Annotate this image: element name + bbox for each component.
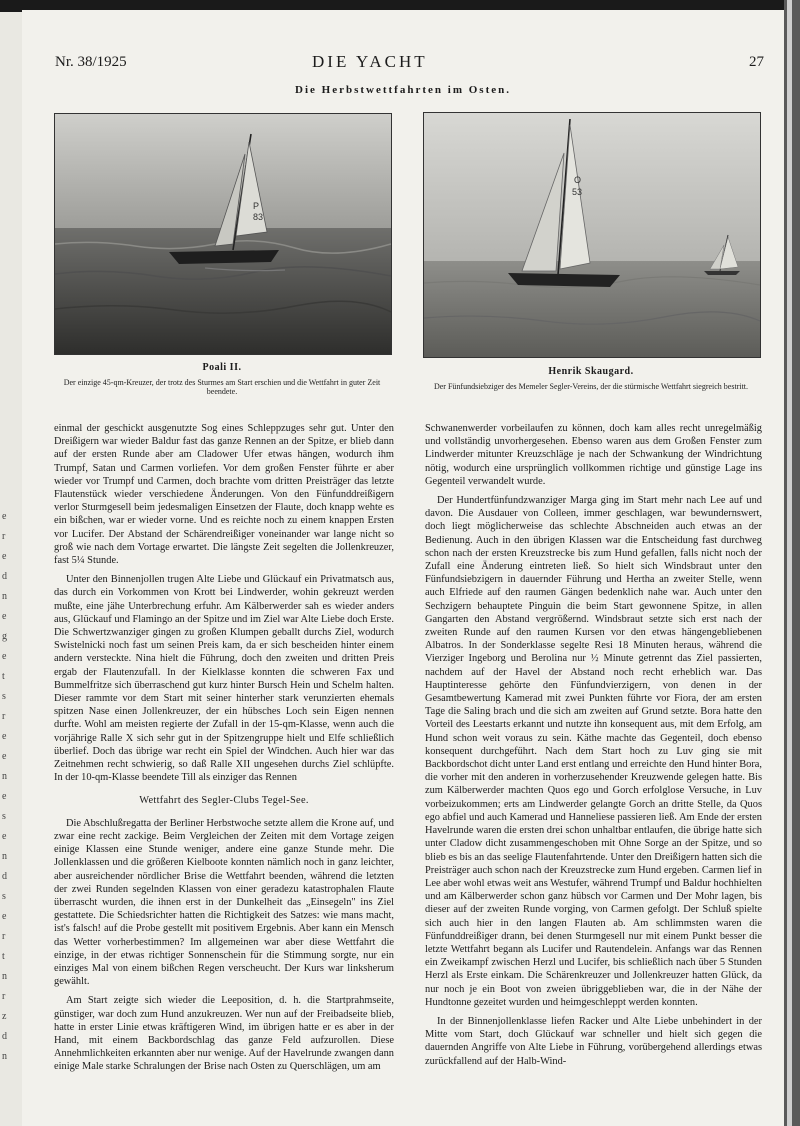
previous-page-fragment: s	[2, 811, 6, 822]
previous-page-fragment: n	[2, 851, 7, 862]
previous-page-fragment: n	[2, 1051, 7, 1062]
previous-page-fragment: n	[2, 771, 7, 782]
svg-text:O: O	[574, 175, 582, 185]
magazine-title: DIE YACHT	[312, 52, 428, 71]
photo-left-caption: Der einzige 45-qm-Kreuzer, der trotz des Sturmes am Start erschien und die Wettfahrt in guter Zeit beendete.	[63, 378, 381, 396]
previous-page-fragment: d	[2, 1031, 7, 1042]
page-number: 27	[749, 54, 764, 70]
svg-text:P: P	[253, 201, 260, 211]
previous-page-fragment: t	[2, 671, 5, 682]
previous-page-fragment: n	[2, 971, 7, 982]
sailboat-photo-right	[424, 113, 760, 357]
photo-henrik-skaugard	[423, 112, 761, 358]
previous-page-fragment: r	[2, 711, 6, 722]
svg-text:53: 53	[572, 187, 583, 197]
previous-page-fragment: s	[2, 691, 6, 702]
photo-poali-ii	[54, 113, 392, 355]
photo-right-caption: Der Fünfundsiebziger des Memeler Segler-Vereins, der die stürmische Wettfahrt siegreich bestritt.	[433, 382, 749, 391]
paragraph: Am Start zeigte sich wieder die Leeposition, d. h. die Startprahmseite, günstiger, war doch zum Hund anzukreuzen. Wer nun auf der Freibadseite blieb, hatte in erster Linie etwas kräftigeren Wind, im übrigen hatte er es aber in der Hand, mit einem Backbordschlag das ganze Feld aufzurollen. Diese Annehmlichkeiten erkannten aber nur wenige. Auf der Havelrunde zwangen dann einige Male starke Schralungen der Brise nach Osten zu Querschlägen, um am	[54, 995, 394, 1073]
subheading: Wettfahrt des Segler-Clubs Tegel-See.	[139, 795, 309, 807]
paragraph: einmal der geschickt ausgenutzte Sog eines Schleppzuges sehr gut. Unter den Dreißigern war wieder Baldur fast das ganze Rennen an der Spitze, er blieb dann auf der ersten Runde aber am Cladower Ufer etwas hängen, wodurch ihm Trumpf, Satan und Carmen vorliefen. Vor dem großen Fenster führte er aber wieder vor Trumpf und Carmen, doch brachte vom dritten Preisträger das letzte Flautenstück wieder verschiedene Änderungen. Von den Fünfunddreißigern verlor Sturmgesell beim jedesmaligen Einsetzen der Flaute, doch knapp wehte es ein bißchen, war er wieder vorne. Und es reichte noch zu einem knappen Ersten vor Lucifer. Der Abstand der Schärendreißiger voneinander war lange nicht so groß wie nach dem Vortage erwartet. Die längste Zeit segelten die Jollenkreuzer, fast 5¼ Stunde.	[54, 423, 394, 567]
photo-left-title: Poali II.	[202, 362, 242, 373]
previous-page-fragment: e	[2, 911, 7, 922]
paragraph: Die Abschlußregatta der Berliner Herbstwoche setzte allem die Krone auf, und zwar eine recht zackige. Beim Vergleichen der Zeiten mit dem Vortage zeigen einige Klassen eine Stunde weniger, andere eine ganze Stunde mehr. Die Jollenklassen und die größeren Kielboote konnten nämlich noch in ganz leichter, aber ausreichender nördlicher Brise die Wettfahrt beenden, während die letzten der zwei Runden segelnden Klassen von einer geradezu katastrophalen Flaute überrascht wurden, die ihnen erst in der Dunkelheit das „Einsegeln" ins Ziel gestattete. Die Schiedsrichter hatten die Richtigkeit des Satzes: wie mans macht, ist's falsch! auf die Probe gestellt mit positivem Ergebnis. Aber kann ein Mensch das Wetter vorherbestimmen? Im allgemeinen war aber diese Wettfahrt die einzige, in der etwas richtiger Sonnenschein für die Stimmung sorgte, nur ein einziges Mal von einem bißchen Regen verscheucht. Der Kurs war linksherum gewählt.	[54, 817, 394, 988]
sailboat-photo-left	[55, 114, 391, 354]
previous-page-fragment: e	[2, 551, 7, 562]
issue-number: Nr. 38/1925	[55, 54, 127, 70]
paragraph: Schwanenwerder vorbeilaufen zu können, doch kam alles recht unregelmäßig und vollständig unvorhergesehen. Ebenso waren aus dem Großen Fenster zum Lindwerder mitunter Kreuzschläge je nach der Schwankung der Windrichtung nötig, wodurch eine ursprünglich vollkommen richtige und günstige Lage ins Gegenteil verwandelt wurde.	[425, 423, 762, 487]
previous-page-fragment: r	[2, 991, 6, 1002]
previous-page-fragment: d	[2, 571, 7, 582]
paragraph: In der Binnenjollenklasse liefen Racker und Alte Liebe unbehindert in der Mitte vom Start, doch Glückauf war schneller und hielt sich gegen die dauernden Angriffe von Alte Liebe in Führung, vorübergehend allerdings etwas zurückfallend auf der Halb-Wind-	[425, 1015, 762, 1067]
previous-page-fragment: e	[2, 731, 7, 742]
svg-text:83: 83	[253, 212, 264, 222]
previous-page-fragment: s	[2, 891, 6, 902]
previous-page-fragment: e	[2, 751, 7, 762]
previous-page-fragment: e	[2, 611, 7, 622]
article-column-right	[425, 422, 762, 1074]
previous-page-fragment: r	[2, 531, 6, 542]
article-title: Die Herbstwettfahrten im Osten.	[295, 84, 511, 96]
photo-right-title: Henrik Skaugard.	[548, 366, 634, 377]
previous-page-fragment: e	[2, 511, 7, 522]
previous-page-fragment: e	[2, 831, 7, 842]
paragraph: Unter den Binnenjollen trugen Alte Liebe und Glückauf ein Privatmatsch aus, das durch ein Vorkommen von Krott bei Lindwerder, wohin gekreuzt werden mußte, eine jähe Unterbrechung erfuhr. Am Kälberwerder sah es wieder anders aus, Glückauf und Flamingo an der Spitze und im Ziel war Alte Liebe doch Erste. Die Schwertzwanziger gingen zu großen Klumpen geballt durchs Ziel, wodurch Swistelnicki noch fast um seinen Preis kam, da er sich bescheiden hinter einem andern versteckte. Nina hielt die Führung, doch den zweiten und dritten Preis ergab der Flautenzufall. In der Kielklasse konnten die schweren Fax und Bummelfritze sich überraschend gut kurz hinter Bursch Hein und Schelm halten. Dieser rammte vor dem Start mit seiner hinterher stark verunzierten ehemals spitzen Nase einen Jollenkreuzer, der ein hübsches Loch sein Eigen nennen durfte. Wohl am meisten regierte der Zufall in der 15-qm-Klasse, wenn auch die vorjährige Ralle X sich sehr gut in der Spitzengruppe hielt und Elfe schließlich überlief. Doch das übrige war recht ein Spiel der Windchen. Auch hier war das Zeitnehmen recht schwierig, so daß Ralle XII ungesehen durchs Ziel schlüpfte. In der 10-qm-Klasse beendete Till als einziger das Rennen	[54, 574, 394, 784]
previous-page-fragment: t	[2, 951, 5, 962]
previous-page-fragment: e	[2, 651, 7, 662]
previous-page-fragment: n	[2, 591, 7, 602]
previous-page-fragment: r	[2, 931, 6, 942]
previous-page-fragment: z	[2, 1011, 7, 1022]
previous-page-margin	[0, 12, 22, 1126]
previous-page-fragment: g	[2, 631, 7, 642]
previous-page-fragment: d	[2, 871, 7, 882]
paragraph: Der Hundertfünfundzwanziger Marga ging im Start mehr nach Lee auf und davon. Die Ausdauer von Colleen, immer geschlagen, war bewundernswert, doch liegt möglicherweise das schlechte Abschneiden auch etwas an der Bedienung. Auch in den übrigen Klassen war die Entscheidung fast durchweg schon nach der ersten Kreuzstrecke bis zum Hund gefallen, falls nicht noch der Zufall eine Änderung eintreten ließ. So hielt sich Windsbraut unter den Fünfundsiebzigern in dauernder Führung und Hertha an zweiter Stelle, wenn auch Elfriede auf den raumen Gängen bedenklich nahe war. Auch unter den Sechzigern behauptete Pinguin die beim Start gewonnene Spitze, in allen Gangarten den Abstand vergrößernd. Windsbraut setzte sich erst nach der zweiten Runde auf den raumen Kursen vor den etwas hängengebliebenen Albatros. In der Sonderklasse segelte Resi 18 Minuten heraus, während die Vierziger Ingeborg und Berolina nur ½ Minute getrennt das Ziel passierten, nachdem auf der Havel der Abstand noch recht erheblich war. Das Hauptinteresse gehörte den Fünfundvierzigern, von denen in der Gesamtbewertung Kamerad mit zwei Punkten führte vor Fiora, der am ersten Tage die Saling brach und die sich am zweiten auf Grund setzte. Bora hatte den Vorteil des Leestarts erkannt und nutzte ihn konsequent aus, mit dem Erfolg, am Hund schon weit voraus zu sein. Käthe machte das Gegenteil, doch ebenso konsequent durchgeführt. Nach dem Start hoch zu Luv ging sie mit Backbordschot dicht unter Land erst entlang und erreichte den Hund hinter Bora, die vorher mit den anderen in vorherzusehender Kreuzwende gelegen hatte. Bis zum Kälberwerder machten Quos ego und Gorch erfolglose Versuche, in Luv vorbeizukommen; erts am Lindwerder gelangte Gorch an dritte Stelle, da Quos ego abfiel und auch Kamerad und Hanneliese passieren ließ. Am Ende der ersten Havelrunde waren die ersten drei schon unhaltbar entlaufen, die übrige hatte sich unter Cladow dicht zusammengeschoben mit Ohne Sorge an der Spitze, und so blieb es bis an das seelige Flautenfahrtende. Unter den Dreißigern hatten sich die Preisträger auch schon nach der Kreuzstrecke zum Hund ergeben. Carmen lief in Lee aber wohl etwas weit ans Westufer, während Trumpf und Baldur hochhielten und am Kälberwerder schon ganz hübsch vor Carmen und Der Mohr lagen, bis dieser auf der zweiten Runde vorging, von Carmen gefolgt. Der Schluß spielte sich auch hier in den langen Flauten ab. Am schlimmsten waren die Fünfunddreißiger drann, bei denen Sturmgesell nur mit einem Punkt besser die letzte Wettfahrt begann als Lucifer und Rautendelein. Anfangs war das Rennen ein Zweikampf zwischen Herzl und Lucifer, bis schließlich nach über 5 Stunden Herzl als Erste einkam. Die Schärenkreuzer und Jollenkreuzer hatten Glück, da nur noch je ein Boot von zweien übriggeblieben war, die in der Nähe der Hundtonne gezeitet wurden und heimgeschleppt werden konnten.	[425, 495, 763, 1008]
previous-page-fragment: e	[2, 791, 7, 802]
scan-right-border	[784, 0, 800, 1126]
article-column-left	[54, 422, 394, 1080]
magazine-page	[22, 10, 784, 1126]
